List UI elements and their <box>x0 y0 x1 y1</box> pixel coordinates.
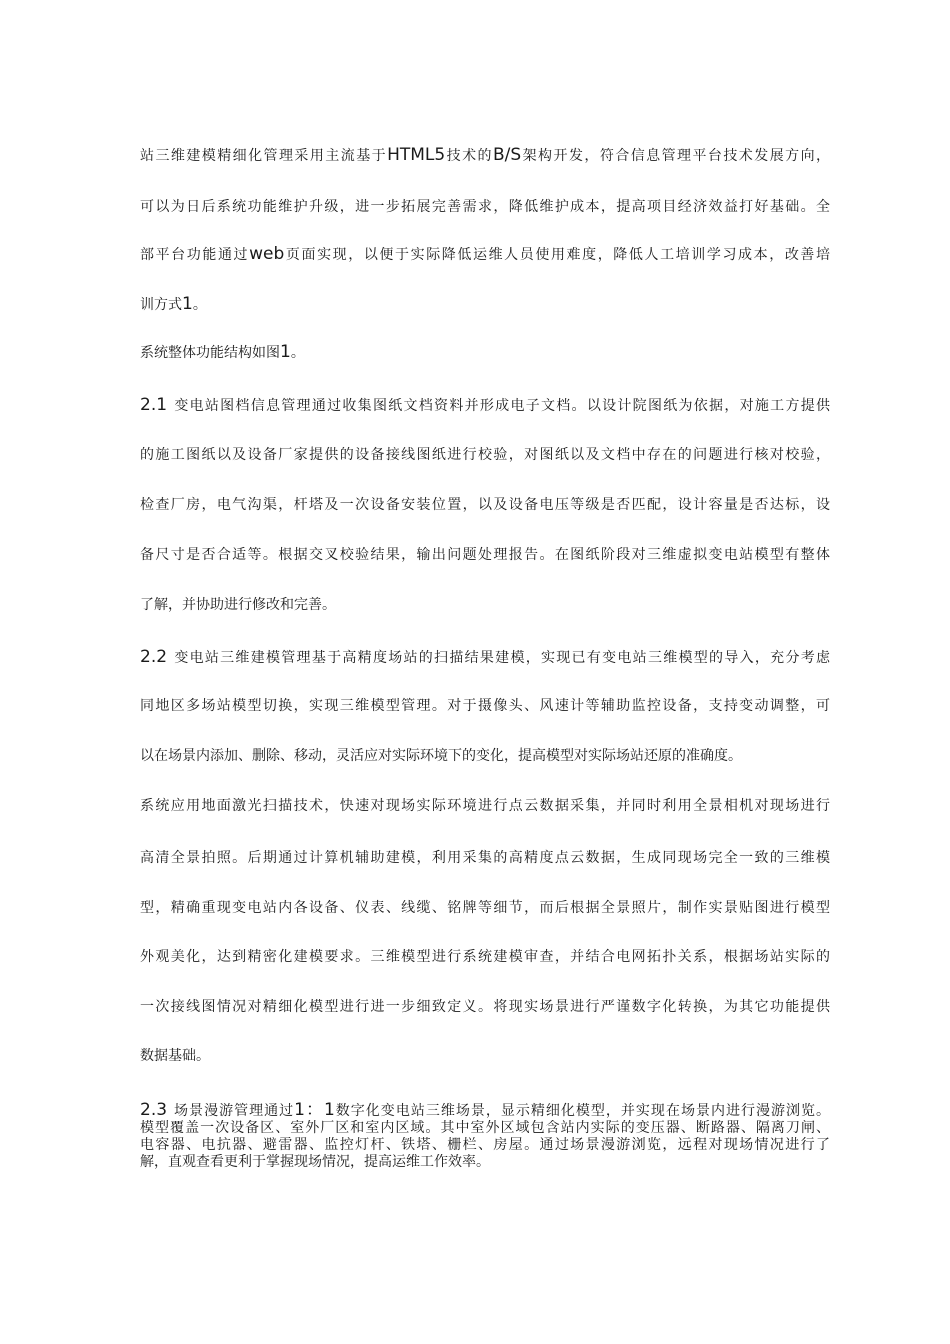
section-2-2-line-3: 以在场景内添加、删除、移动，灵活应对实际环境下的变化，提高模型对实际场站还原的准确度。 <box>140 748 742 764</box>
section-2-3-line-2: 模型覆盖一次设备区、室外厂区和室内区域。其中室外区域包含站内实际的变压器、断路器、隔离刀闸、 <box>140 1120 830 1136</box>
scan-line-3: 型，精确重现变电站内各设备、仪表、线缆、铭牌等细节，而后根据全景照片，制作实景贴图进行模型 <box>140 900 830 916</box>
structure-sentence: 系统整体功能结构如图1。 <box>140 343 305 362</box>
scan-line-5: 一次接线图情况对精细化模型进行进一步细致定义。将现实场景进行严谨数字化转换，为其它功能提供 <box>140 999 830 1015</box>
section-number: 2.1 <box>140 396 168 415</box>
section-number: 2.3 <box>140 1102 168 1120</box>
scan-line-6: 数据基础。 <box>140 1048 210 1064</box>
section-2-1-line-5: 了解，并协助进行修改和完善。 <box>140 597 336 613</box>
section-2-1-line-4: 备尺寸是否合适等。根据交叉校验结果，输出问题处理报告。在图纸阶段对三维虚拟变电站模型有整体 <box>140 547 830 563</box>
scan-line-2: 高清全景拍照。后期通过计算机辅助建模，利用采集的高精度点云数据，生成同现场完全一致的三维模 <box>140 850 830 866</box>
section-2-3-line-1: 2.3 场景漫游管理通过1：1数字化变电站三维场景，显示精细化模型，并实现在场景内进行漫游浏览。 <box>140 1102 830 1120</box>
section-2-1-line-3: 检查厂房，电气沟渠，杆塔及一次设备安装位置，以及设备电压等级是否匹配，设计容量是否达标，设 <box>140 497 830 513</box>
section-2-1-line-2: 的施工图纸以及设备厂家提供的设备接线图纸进行校验，对图纸以及文档中存在的问题进行核对校验， <box>140 447 830 463</box>
section-2-3 <box>140 1102 830 1171</box>
scan-line-4: 外观美化，达到精密化建模要求。三维模型进行系统建模审查，并结合电网拓扑关系，根据场站实际的 <box>140 949 830 965</box>
intro-line-3: 部平台功能通过web页面实现，以便于实际降低运维人员使用难度，降低人工培训学习成本，改善培 <box>140 245 830 264</box>
section-2-2-line-1: 2.2 变电站三维建模管理基于高精度场站的扫描结果建模，实现已有变电站三维模型的导入，充分考虑 <box>140 648 830 667</box>
section-number: 2.2 <box>140 648 168 667</box>
section-2-3-line-4: 解，直观查看更利于掌握现场情况，提高运维工作效率。 <box>140 1154 490 1170</box>
intro-line-1: 站三维建模精细化管理采用主流基于HTML5技术的B/S架构开发，符合信息管理平台技术发展方向， <box>140 146 830 165</box>
intro-line-4: 训方式1。 <box>140 295 207 314</box>
scan-line-1: 系统应用地面激光扫描技术，快速对现场实际环境进行点云数据采集，并同时利用全景相机对现场进行 <box>140 798 830 814</box>
intro-line-2: 可以为日后系统功能维护升级，进一步拓展完善需求，降低维护成本，提高项目经济效益打好基础。全 <box>140 199 830 215</box>
section-2-1-line-1: 2.1 变电站图档信息管理通过收集图纸文档资料并形成电子文档。以设计院图纸为依据，对施工方提供 <box>140 396 830 415</box>
section-2-2-line-2: 同地区多场站模型切换，实现三维模型管理。对于摄像头、风速计等辅助监控设备，支持变动调整，可 <box>140 698 830 714</box>
section-2-3-line-3: 电容器、电抗器、避雷器、监控灯杆、铁塔、栅栏、房屋。通过场景漫游浏览，远程对现场情况进行了 <box>140 1137 830 1153</box>
